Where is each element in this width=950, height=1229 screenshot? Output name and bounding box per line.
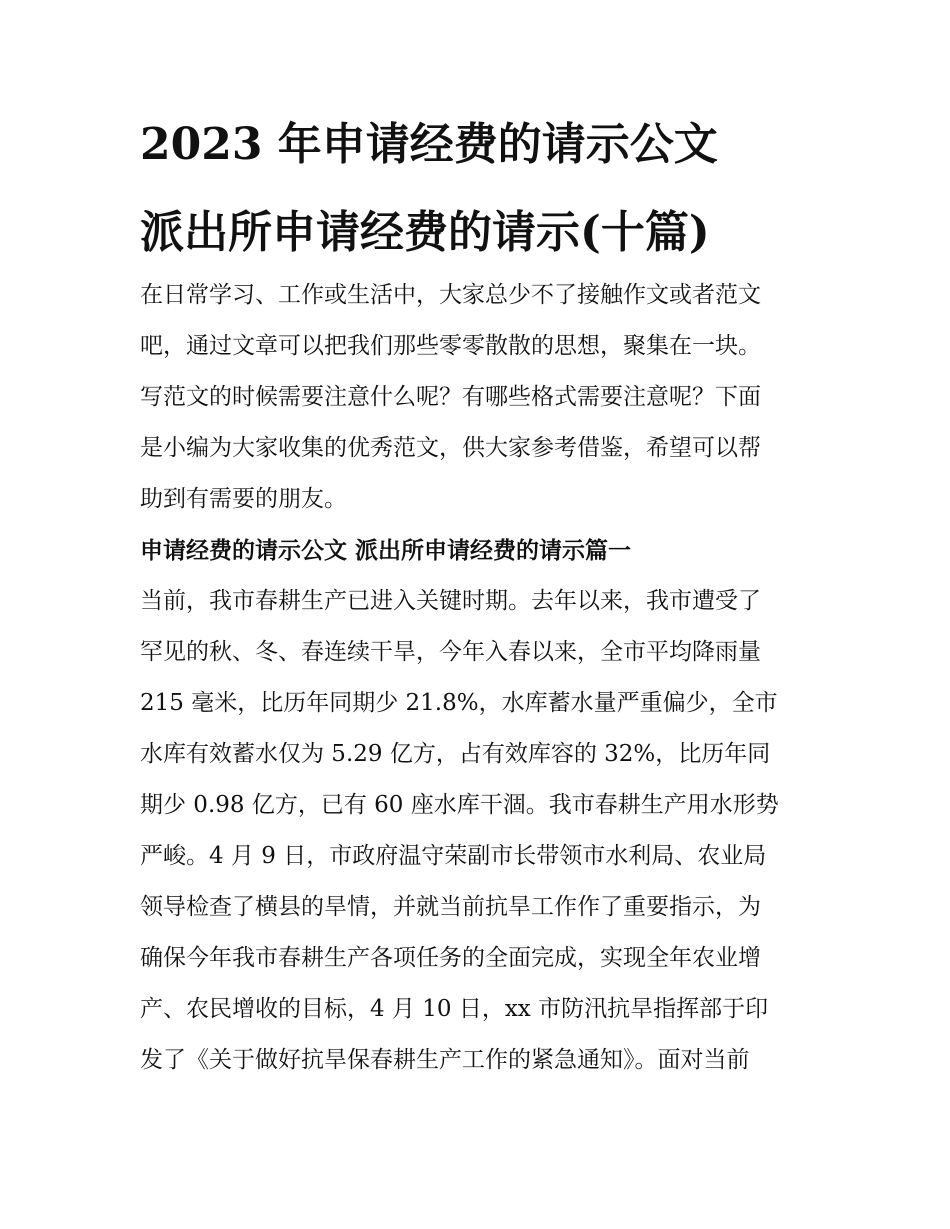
intro-paragraph: [140, 270, 820, 525]
intro-line: 助到有需要的朋友。: [140, 486, 347, 512]
body-line: 严峻。4 月 9 日，市政府温守荣副市长带领市水利局、农业局: [140, 843, 767, 869]
title-line-1-text: 年申请经费的请示公文: [262, 119, 718, 170]
document-title-line-2: 派出所申请经费的请示(十篇): [140, 207, 710, 258]
body-line: 当前，我市春耕生产已进入关键时期。去年以来，我市遭受了: [140, 588, 761, 614]
body-line: 确保今年我市春耕生产各项任务的全面完成，实现全年农业增: [140, 945, 761, 971]
intro-line: 在日常学习、工作或生活中，大家总少不了接触作文或者范文: [140, 282, 761, 308]
body-line: 215 毫米，比历年同期少 21.8%，水库蓄水量严重偏少，全市: [140, 690, 778, 716]
body-line: 期少 0.98 亿方，已有 60 座水库干涸。我市春耕生产用水形势: [140, 792, 779, 818]
body-line: 罕见的秋、冬、春连续干旱，今年入春以来，全市平均降雨量: [140, 639, 761, 665]
body-paragraph: [140, 576, 820, 1086]
document-title-line-1: [140, 118, 820, 172]
body-line: 领导检查了横县的旱情，并就当前抗旱工作作了重要指示，为: [140, 894, 761, 920]
intro-line: 写范文的时候需要注意什么呢？有哪些格式需要注意呢？下面: [140, 384, 761, 410]
body-line: 水库有效蓄水仅为 5.29 亿方，占有效库容的 32%，比历年同: [140, 741, 771, 767]
body-line: 发了《关于做好抗旱保春耕生产工作的紧急通知》。面对当前: [140, 1047, 750, 1073]
intro-line: 是小编为大家收集的优秀范文，供大家参考借鉴，希望可以帮: [140, 435, 761, 461]
title-year: 2023: [140, 119, 263, 170]
intro-line: 吧，通过文章可以把我们那些零零散散的思想，聚集在一块。: [140, 333, 761, 359]
body-line: 产、农民增收的目标，4 月 10 日，xx 市防汛抗旱指挥部于印: [140, 996, 769, 1022]
document-page: [140, 118, 820, 1086]
section-heading: 申请经费的请示公文 派出所申请经费的请示篇一: [140, 537, 632, 564]
